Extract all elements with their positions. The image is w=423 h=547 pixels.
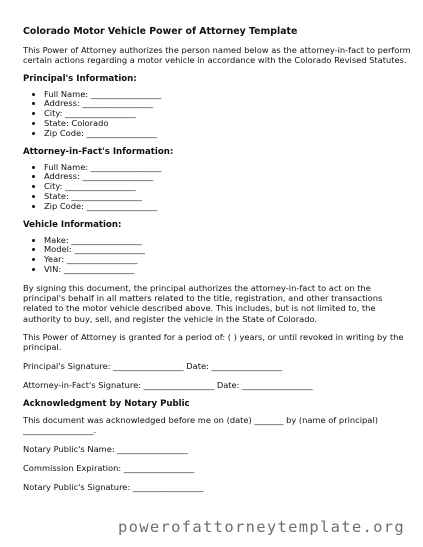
document [23,26,411,502]
vehicle-year: • Year: _________________ [44,255,411,265]
notary-heading: Acknowledgment by Notary Public [23,399,190,410]
vehicle-heading: Vehicle Information: [23,219,122,230]
intro-paragraph: This Power of Attorney authorizes the person named below as the attorney-in-fact to perform certain actions regarding a motor vehicle in accordance with the Colorado Revised Statutes. [23,45,411,66]
notary-name-line: Notary Public's Name: _________________ [23,443,188,454]
principal-state: • State: Colorado [44,119,411,129]
vehicle-make: • Make: _________________ [44,236,411,246]
principal-heading: Principal's Information: [23,73,137,84]
attorney-state: • State: _________________ [44,192,411,202]
principal-city: • City: _________________ [44,109,411,119]
principal-list [23,90,411,139]
principal-full-name: • Full Name: _________________ [44,90,411,100]
attorney-city: • City: _________________ [44,182,411,192]
attorney-zip: • Zip Code: _________________ [44,202,411,212]
authorization-paragraph: By signing this document, the principal authorizes the attorney-in-fact to act on the principal's behalf in all matters related to the title, registration, and other transactions related to the motor vehicle described above. This includes, but is not limited to, the authority to buy, sell, and register the vehicle in the State of Colorado. [23,282,383,324]
attorney-signature-line: Attorney-in-Fact's Signature: _________________ Date: _________________ [23,379,313,390]
attorney-heading: Attorney-in-Fact's Information: [23,146,174,157]
document-title: Colorado Motor Vehicle Power of Attorney Template [23,26,298,37]
principal-signature-line: Principal's Signature: _________________ Date: _________________ [23,360,283,371]
vehicle-list [23,236,411,275]
vehicle-model: • Model: _________________ [44,245,411,255]
attorney-address: • Address: _________________ [44,172,411,182]
website-watermark: powerofattorneytemplate.org [118,518,406,536]
attorney-full-name: • Full Name: _________________ [44,163,411,173]
attorney-list [23,163,411,212]
principal-address: • Address: _________________ [44,99,411,109]
period-paragraph: This Power of Attorney is granted for a period of: ( ) years, or until revoked in writing by the principal. [23,331,404,353]
principal-zip: • Zip Code: _________________ [44,129,411,139]
vehicle-vin: • VIN: _________________ [44,265,411,275]
notary-signature-line: Notary Public's Signature: _________________ [23,482,204,493]
commission-expiration-line: Commission Expiration: _________________ [23,463,195,474]
notary-acknowledgment: This document was acknowledged before me on (date) _______ by (name of principal) _________________. [23,415,378,436]
